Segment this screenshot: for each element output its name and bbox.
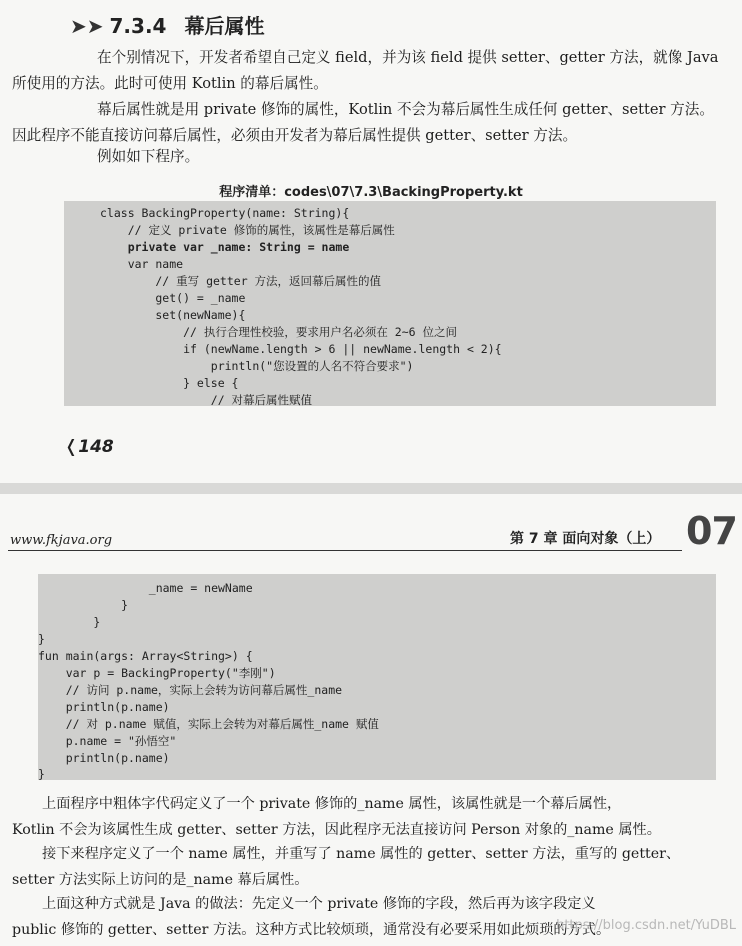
- watermark: https://blog.csdn.net/YuDBL: [556, 918, 736, 933]
- header-chapter-number: 07: [686, 509, 737, 553]
- code-block: [64, 201, 716, 406]
- listing-title: 程序清单：codes\07\7.3\BackingProperty.kt: [219, 185, 523, 200]
- text-line: 上面程序中粗体字代码定义了一个 private 修饰的_name 属性，该属性就是一个幕后属性，: [42, 796, 622, 812]
- code-block: [38, 574, 716, 780]
- text-line: 上面这种方式就是 Java 的做法：先定义一个 private 修饰的字段，然后再为该字段定义: [42, 896, 596, 912]
- text-line: 在个别情况下，开发者希望自己定义 field，并为该 field 提供 setter、getter 方法，就像 Java: [97, 49, 719, 66]
- code-line: _name = newName: [38, 581, 253, 595]
- text-line: 因此程序不能直接访问幕后属性，必须由开发者为幕后属性提供 getter、setter 方法。: [12, 127, 578, 144]
- code-line-bold: private var _name: String = name: [100, 240, 350, 254]
- text-line: public 修饰的 getter、setter 方法。这种方式比较烦琐，通常没有必要采用如此烦琐的方式。: [12, 922, 611, 938]
- code-line: if (newName.length > 6 || newName.length < 2){: [100, 342, 502, 356]
- code-line: // 对幕后属性赋值: [100, 393, 313, 407]
- code-line: }: [38, 767, 45, 781]
- code-line: }: [38, 598, 129, 612]
- code-line: } else {: [100, 376, 239, 390]
- paragraph-4: [12, 791, 724, 843]
- code-line: // 重写 getter 方法，返回幕后属性的值: [100, 274, 382, 288]
- text-line: Kotlin 不会为该属性生成 getter、setter 方法，因此程序无法直接访问 Person 对象的_name 属性。: [12, 822, 661, 838]
- section-title: 幕后属性: [184, 14, 265, 38]
- code-line: println(p.name): [38, 700, 170, 714]
- code-line: // 对 p.name 赋值，实际上会转为对幕后属性_name 赋值: [38, 717, 379, 731]
- code-line: }: [38, 615, 101, 629]
- paragraph-5: [12, 841, 724, 893]
- text-line: 例如如下程序。: [97, 148, 200, 165]
- code-line: class BackingProperty(name: String){: [100, 206, 350, 220]
- code-line: var name: [100, 257, 184, 271]
- section-arrows-icon: ➤➤: [70, 14, 104, 38]
- section-heading: [70, 10, 264, 39]
- code-line: println(p.name): [38, 751, 170, 765]
- code-line: // 定义 private 修饰的属性，该属性是幕后属性: [100, 223, 395, 237]
- paragraph-6: [12, 891, 724, 943]
- page-divider: [0, 483, 742, 494]
- page-number-text: 148: [78, 437, 114, 457]
- code-line: p.name = "孙悟空": [38, 734, 177, 748]
- paragraph-3: [12, 144, 724, 170]
- code-line: get() = _name: [100, 291, 246, 305]
- text-line: 幕后属性就是用 private 修饰的属性，Kotlin 不会为幕后属性生成任何 getter、setter 方法。: [97, 101, 714, 118]
- code-line: // 执行合理性校验，要求用户名必须在 2~6 位之间: [100, 325, 457, 339]
- text-line: 所使用的方法。此时可使用 Kotlin 的幕后属性。: [12, 75, 328, 92]
- code-line: // 访问 p.name，实际上会转为访问幕后属性_name: [38, 683, 343, 697]
- text-line: setter 方法实际上访问的是_name 幕后属性。: [12, 872, 309, 888]
- code-line: var p = BackingProperty("李刚"): [38, 666, 276, 680]
- text-line: 接下来程序定义了一个 name 属性，并重写了 name 属性的 getter、setter 方法，重写的 getter、: [42, 846, 681, 862]
- code-line: fun main(args: Array<String>) {: [38, 649, 253, 663]
- header-rule: [8, 550, 682, 551]
- header-chapter: 第 7 章 面向对象（上）: [510, 531, 661, 547]
- code-line: set(newName){: [100, 308, 246, 322]
- code-line: println("您设置的人名不符合要求"): [100, 359, 414, 373]
- header-url: www.fkjava.org: [10, 533, 113, 548]
- book-page-149: [0, 494, 742, 946]
- paragraph-1: [12, 45, 724, 97]
- code-line: }: [38, 632, 45, 646]
- paragraph-2: [12, 97, 724, 149]
- page-number: [64, 437, 114, 457]
- section-number: 7.3.4: [109, 14, 167, 38]
- page-number-mark-icon: ❬: [64, 437, 79, 457]
